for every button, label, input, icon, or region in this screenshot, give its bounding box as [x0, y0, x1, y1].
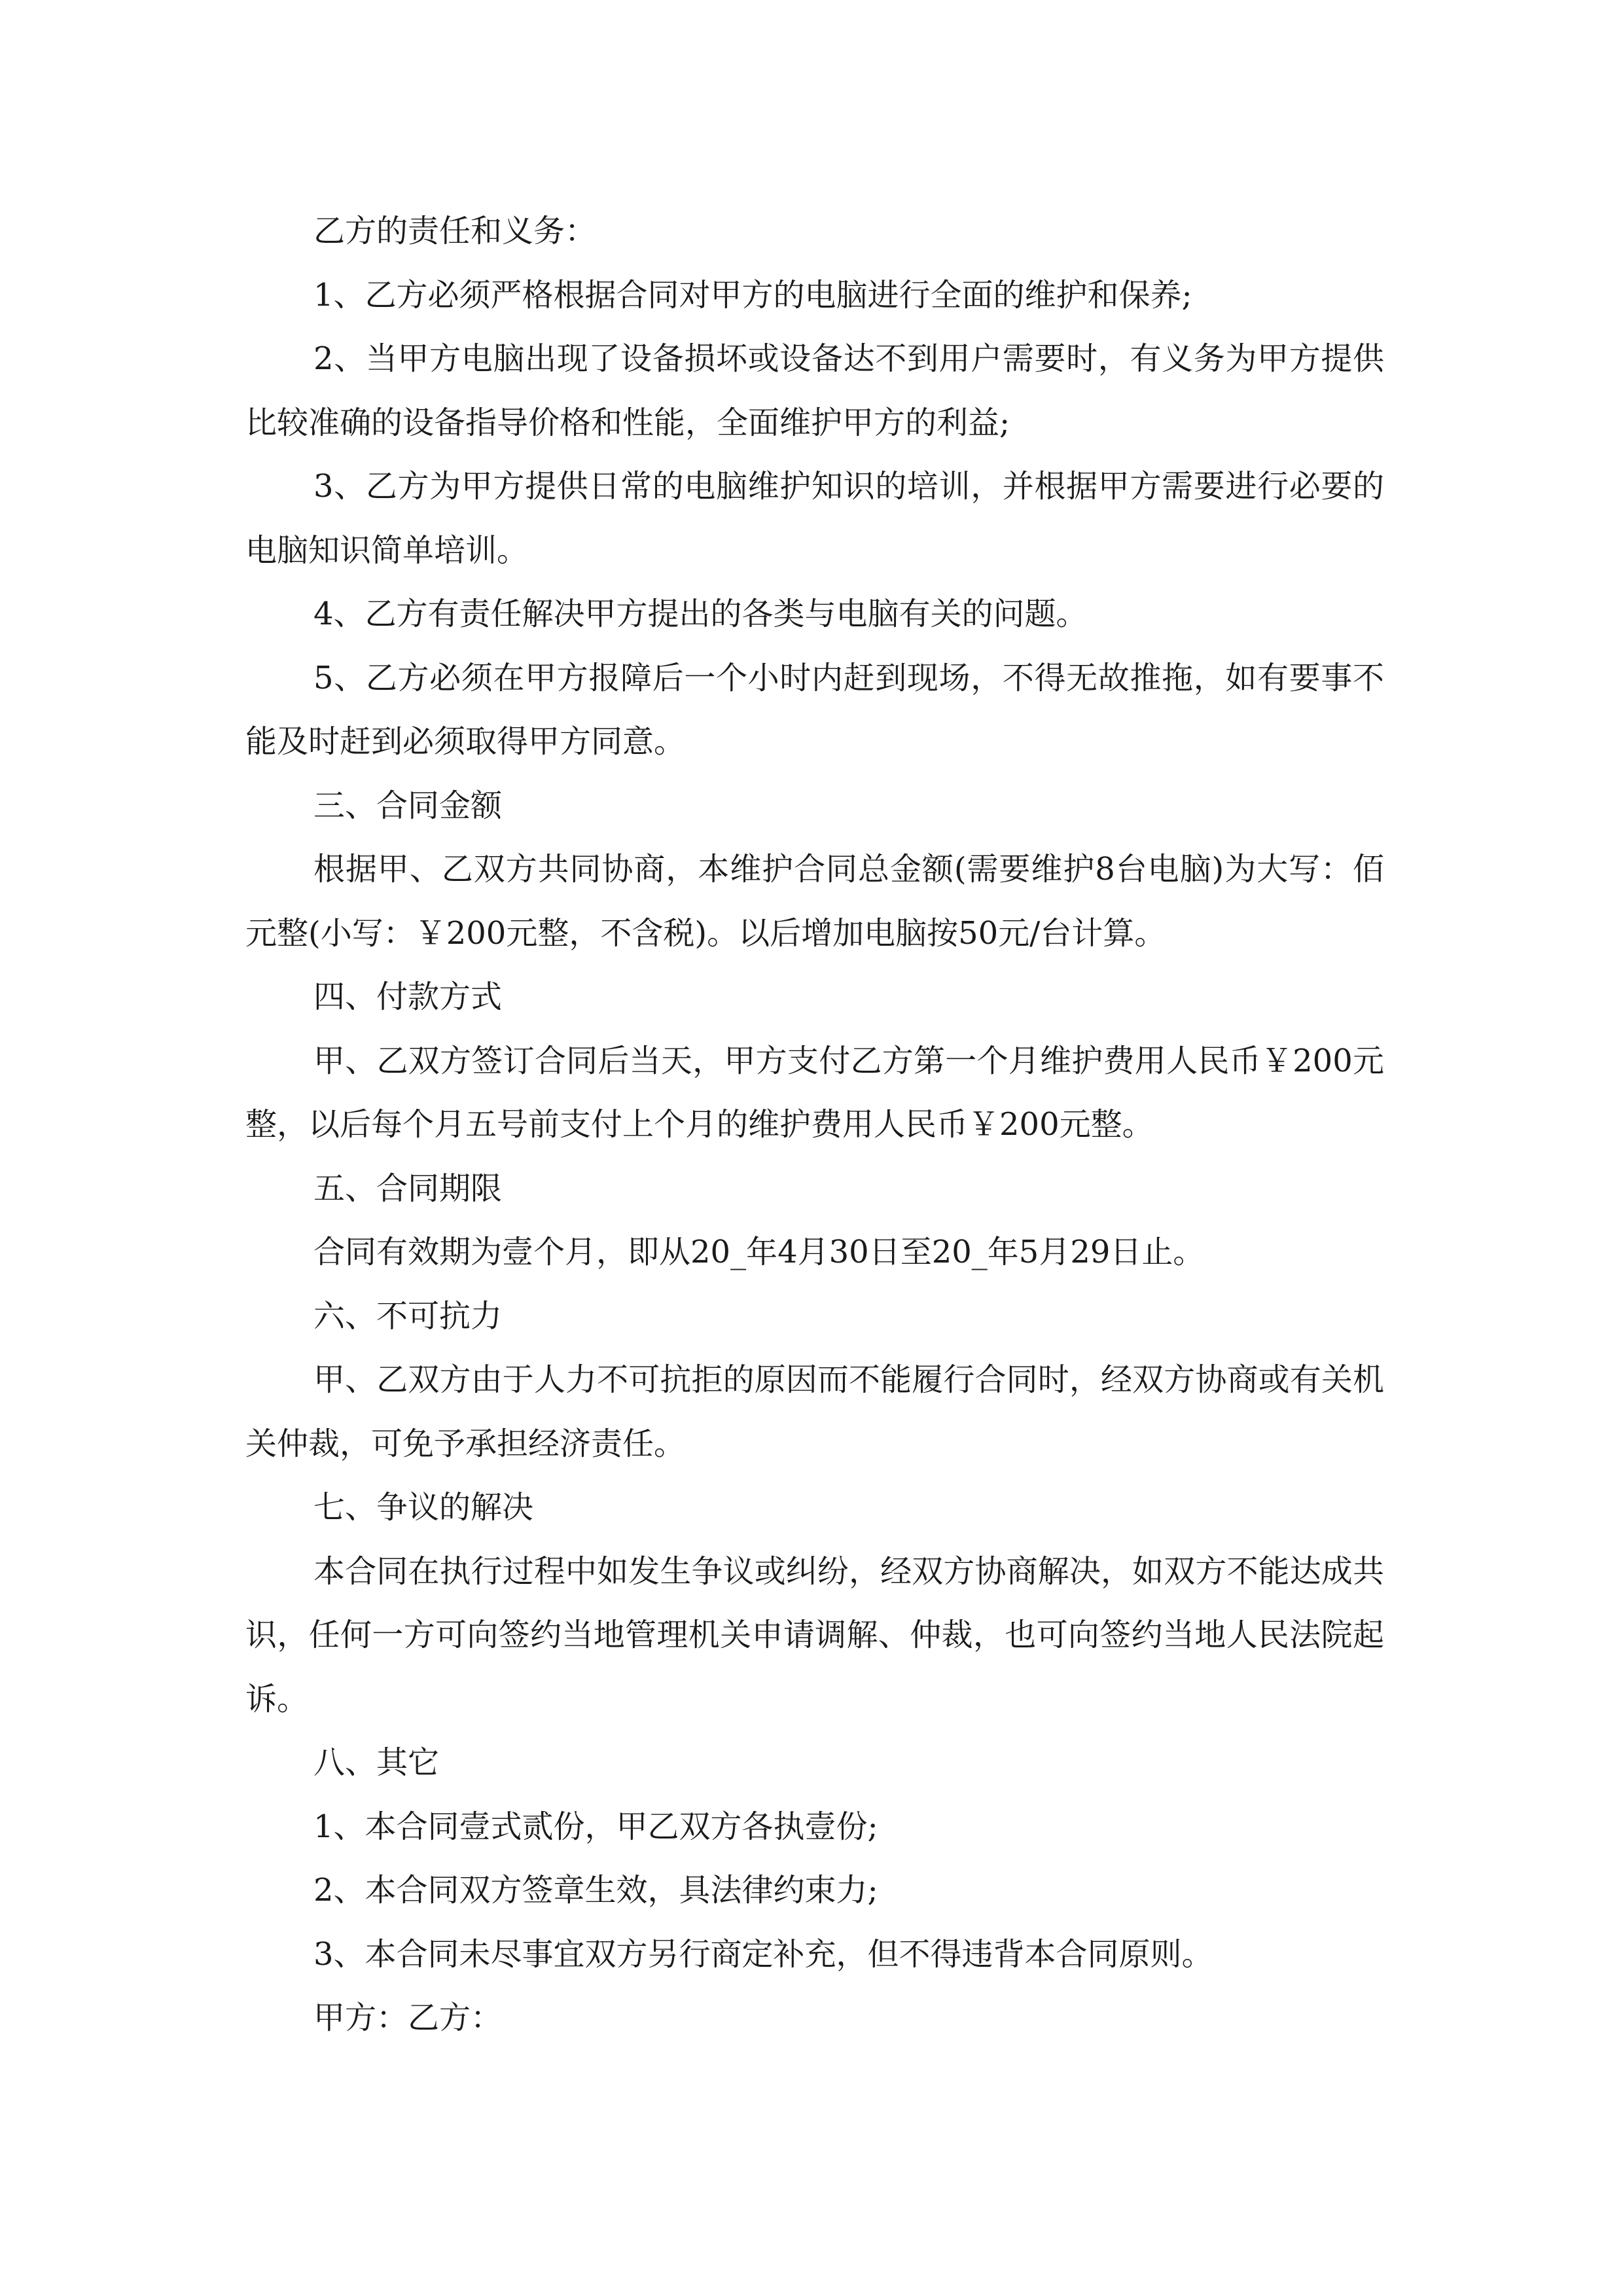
duty-item-5: 5、乙方必须在甲方报障后一个小时内赶到现场，不得无故推拖，如有要事不能及时赶到必须取得甲方同意。: [245, 659, 1384, 760]
other-item-2: 2、本合同双方签章生效，具法律约束力;: [313, 1872, 878, 1909]
contract-amount-text: 根据甲、乙双方共同协商，本维护合同总金额(需要维护8台电脑)为大写：佰元整(小写：￥200元整，不含税)。以后增加电脑按50元/台计算。: [245, 851, 1384, 952]
other-item-1: 1、本合同壹式贰份，甲乙双方各执壹份;: [313, 1808, 878, 1845]
document-body: [245, 200, 1384, 2051]
contract-term-text: 合同有效期为壹个月，即从20_年4月30日至20_年5月29日止。: [313, 1234, 1205, 1270]
section-heading-contract-amount: 三、合同金额: [313, 787, 503, 824]
force-majeure-text: 甲、乙双方由于人力不可抗拒的原因而不能履行合同时，经双方协商或有关机关仲裁，可免予承担经济责任。: [245, 1361, 1384, 1462]
section-heading-force-majeure: 六、不可抗力: [313, 1297, 503, 1335]
dispute-resolution-text: 本合同在执行过程中如发生争议或纠纷，经双方协商解决，如双方不能达成共识，任何一方可向签约当地管理机关申请调解、仲裁，也可向签约当地人民法院起诉。: [245, 1552, 1384, 1717]
payment-method-text: 甲、乙双方签订合同后当天，甲方支付乙方第一个月维护费用人民币￥200元整，以后每个月五号前支付上个月的维护费用人民币￥200元整。: [245, 1042, 1384, 1143]
duty-item-1: 1、乙方必须严格根据合同对甲方的电脑进行全面的维护和保养;: [313, 276, 1192, 314]
section-heading-payment-method: 四、付款方式: [313, 978, 503, 1015]
section-heading-party-b-duties: 乙方的责任和义务：: [313, 213, 597, 249]
section-heading-contract-term: 五、合同期限: [313, 1170, 503, 1207]
section-heading-dispute-resolution: 七、争议的解决: [313, 1489, 534, 1526]
duty-item-4: 4、乙方有责任解决甲方提出的各类与电脑有关的问题。: [313, 596, 1088, 632]
other-item-3: 3、本合同未尽事宜双方另行商定补充，但不得违背本合同原则。: [313, 1935, 1213, 1973]
duty-item-2: 2、当甲方电脑出现了设备损坏或设备达不到用户需要时，有义务为甲方提供比较准确的设备指导价格和性能，全面维护甲方的利益;: [245, 340, 1384, 441]
signature-line: 甲方：乙方：: [313, 2000, 503, 2036]
section-heading-other: 八、其它: [313, 1744, 440, 1781]
duty-item-3: 3、乙方为甲方提供日常的电脑维护知识的培训，并根据甲方需要进行必要的电脑知识简单培训。: [245, 468, 1384, 569]
